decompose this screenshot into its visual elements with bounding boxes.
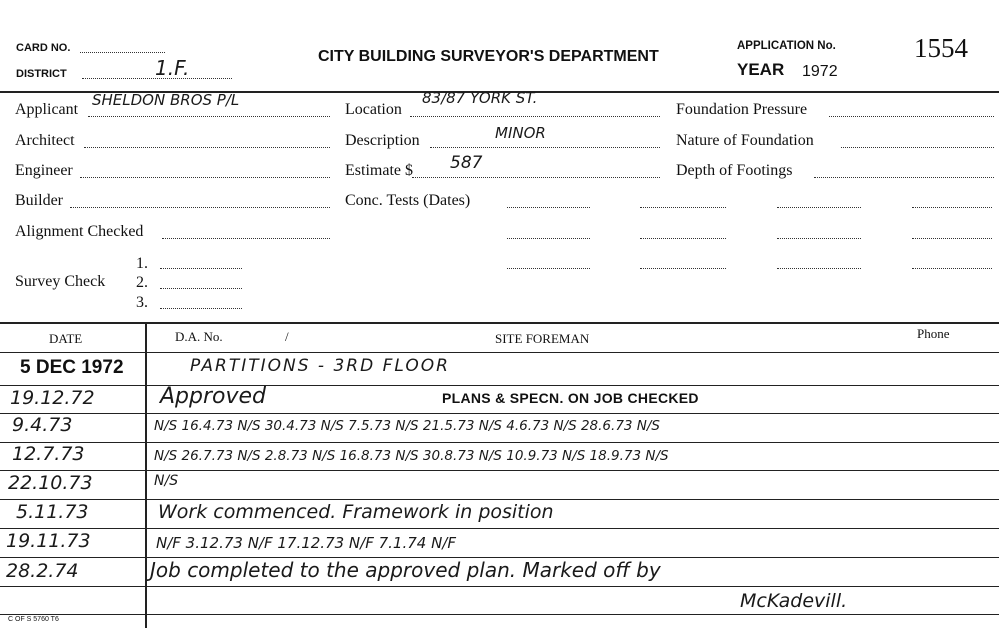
conc-tests-label: Conc. Tests (Dates) <box>345 192 471 209</box>
depth-footings-label: Depth of Footings <box>676 162 793 179</box>
table-divider <box>145 322 147 628</box>
row-rule-9 <box>0 614 999 615</box>
applicant-line <box>88 116 330 117</box>
row-rule-1 <box>0 385 999 386</box>
row-7-date: 19.11.73 <box>6 530 91 552</box>
row-7-entry: N/F 3.12.73 N/F 17.12.73 N/F 7.1.74 N/F <box>156 534 456 552</box>
form-code: C OF S 5760 T6 <box>8 616 59 623</box>
conc-line-1b <box>640 207 726 208</box>
location-label: Location <box>345 101 402 118</box>
nature-foundation-label: Nature of Foundation <box>676 132 814 149</box>
estimate-line <box>412 177 660 178</box>
foundation-pressure-line <box>829 116 994 117</box>
architect-line <box>84 147 330 148</box>
row-4-entry: N/S 26.7.73 N/S 2.8.73 N/S 16.8.73 N/S 30.8.73 N/S 10.9.73 N/S 18.9.73 N/S <box>154 448 669 464</box>
row-2-stamp: PLANS & SPECN. ON JOB CHECKED <box>442 390 699 406</box>
row-4-date: 12.7.73 <box>12 443 85 465</box>
conc-line-3b <box>640 268 726 269</box>
card-no-line <box>80 52 165 53</box>
row-6-date: 5.11.73 <box>16 501 89 523</box>
row-rule-5 <box>0 499 999 500</box>
survey-num-2: 2. <box>136 274 148 291</box>
location-value: 83/87 YORK ST. <box>422 89 538 107</box>
estimate-value: 587 <box>450 153 483 173</box>
description-label: Description <box>345 132 420 149</box>
application-no-label: APPLICATION No. <box>737 40 836 52</box>
card-no-label: CARD NO. <box>16 42 71 54</box>
survey-label: Survey Check <box>15 273 106 290</box>
builder-line <box>70 207 330 208</box>
conc-line-2c <box>777 238 861 239</box>
year-value: 1972 <box>802 63 838 80</box>
row-2-entry: Approved <box>160 384 267 409</box>
survey-num-1: 1. <box>136 255 148 272</box>
row-6-entry: Work commenced. Framework in position <box>158 501 554 523</box>
row-8-date: 28.2.74 <box>6 560 79 582</box>
conc-line-2a <box>507 238 590 239</box>
survey-line-3 <box>160 308 242 309</box>
foundation-pressure-label: Foundation Pressure <box>676 101 808 118</box>
row-rule-3 <box>0 442 999 443</box>
district-label: DISTRICT <box>16 68 67 80</box>
row-3-entry: N/S 16.4.73 N/S 30.4.73 N/S 7.5.73 N/S 21.5.73 N/S 4.6.73 N/S 28.6.73 N/S <box>154 418 660 434</box>
description-line <box>430 147 660 148</box>
conc-line-2b <box>640 238 726 239</box>
row-rule-6 <box>0 528 999 529</box>
row-8-entry: Job completed to the approved plan. Marked off by <box>150 558 661 582</box>
year-label: YEAR <box>737 60 785 79</box>
row-5-entry: N/S <box>154 473 179 489</box>
district-value: 1.F. <box>155 56 190 80</box>
nature-foundation-line <box>841 147 994 148</box>
col-da-slash: / <box>285 329 289 344</box>
col-da-header: D.A. No. <box>175 329 223 344</box>
col-date-header: DATE <box>49 331 83 346</box>
signature: McKadevill. <box>740 590 848 612</box>
depth-footings-line <box>814 177 994 178</box>
row-rule-8 <box>0 586 999 587</box>
estimate-label: Estimate $ <box>345 162 413 179</box>
row-3-date: 9.4.73 <box>12 414 73 436</box>
table-top-rule <box>0 322 999 324</box>
conc-line-1a <box>507 207 590 208</box>
survey-line-1 <box>160 268 242 269</box>
row-2-date: 19.12.72 <box>10 387 95 409</box>
alignment-line <box>162 238 330 239</box>
application-no-value: 1554 <box>914 33 968 63</box>
conc-line-3d <box>912 268 992 269</box>
conc-line-3a <box>507 268 590 269</box>
row-1-entry: PARTITIONS - 3RD FLOOR <box>190 356 450 376</box>
alignment-label: Alignment Checked <box>15 223 144 240</box>
architect-label: Architect <box>15 132 75 149</box>
survey-num-3: 3. <box>136 294 148 311</box>
row-1-date: 5 DEC 1972 <box>20 357 124 378</box>
col-foreman-header: SITE FOREMAN <box>495 331 590 346</box>
applicant-label: Applicant <box>15 101 79 118</box>
survey-line-2 <box>160 288 242 289</box>
engineer-label: Engineer <box>15 162 73 179</box>
row-rule-2 <box>0 413 999 414</box>
department-title: CITY BUILDING SURVEYOR'S DEPARTMENT <box>318 48 659 65</box>
builder-label: Builder <box>15 192 63 209</box>
conc-line-1d <box>912 207 992 208</box>
conc-line-1c <box>777 207 861 208</box>
location-line <box>410 116 660 117</box>
col-phone-header: Phone <box>917 326 950 341</box>
row-5-date: 22.10.73 <box>8 472 93 494</box>
description-value: MINOR <box>495 124 546 142</box>
conc-line-2d <box>912 238 992 239</box>
engineer-line <box>80 177 330 178</box>
applicant-value: SHELDON BROS P/L <box>92 91 240 109</box>
header-rule <box>0 352 999 353</box>
conc-line-3c <box>777 268 861 269</box>
row-rule-4 <box>0 470 999 471</box>
